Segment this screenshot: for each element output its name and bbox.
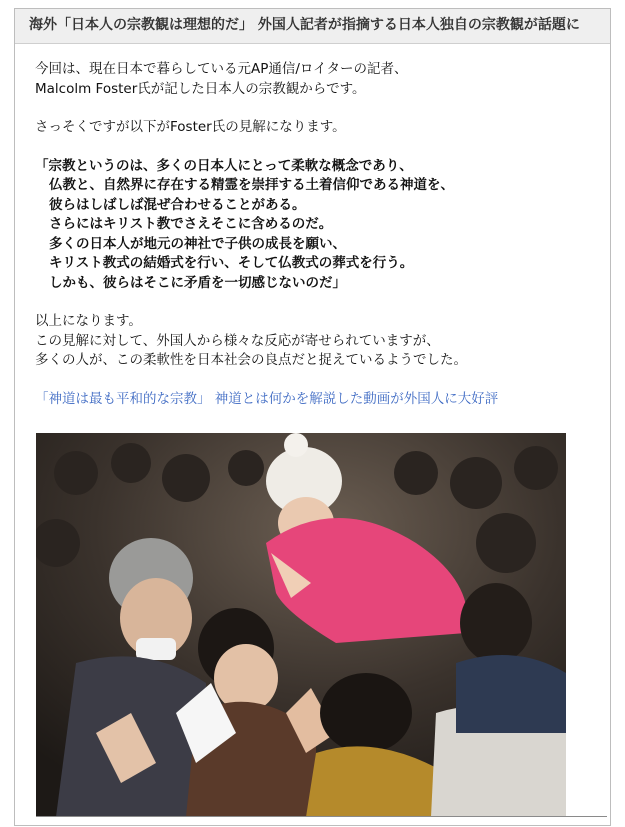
quote-line: 仏教と、自然界に存在する精霊を崇拝する土着信仰である神道を、: [49, 177, 454, 193]
intro-line: Malcolm Foster氏が記した日本人の宗教観からです。: [35, 80, 366, 97]
foster-quote: [35, 157, 592, 294]
quote-line: さらにはキリスト教でさえそこに含めるのだ。: [49, 216, 333, 232]
intro-line: 今回は、現在日本で暮らしている元AP通信/ロイターの記者、: [35, 61, 408, 77]
quote-line: 彼らはしばしば混ぜ合わせることがある。: [49, 196, 306, 213]
outro-line: この見解に対して、外国人から様々な反応が寄せられていますが、: [35, 332, 440, 349]
lead-text: さっそくですが以下がFoster氏の見解になります。: [35, 119, 346, 135]
article-body: [15, 44, 610, 409]
quote-line: 「宗教というのは、多くの日本人にとって柔軟な概念であり、: [35, 157, 413, 174]
outro-line: 以上になります。: [35, 313, 142, 329]
article-frame: [14, 8, 611, 826]
quote-line: しかも、彼らはそこに矛盾を一切感じないのだ」: [49, 274, 346, 291]
article-title: 海外「日本人の宗教観は理想的だ」 外国人記者が指摘する日本人独自の宗教観が話題に: [15, 9, 610, 44]
related-article-link[interactable]: 「神道は最も平和的な宗教」 神道とは何かを解説した動画が外国人に大好評: [35, 390, 499, 407]
quote-line: キリスト教式の結婚式を行い、そして仏教式の葬式を行う。: [49, 255, 414, 271]
quote-line: 多くの日本人が地元の神社で子供の成長を願い、: [49, 235, 346, 252]
divider: [36, 816, 607, 817]
praying-crowd-photo: [36, 433, 566, 817]
outro-line: 多くの人が、この柔軟性を日本社会の良点だと捉えているようでした。: [35, 352, 467, 368]
